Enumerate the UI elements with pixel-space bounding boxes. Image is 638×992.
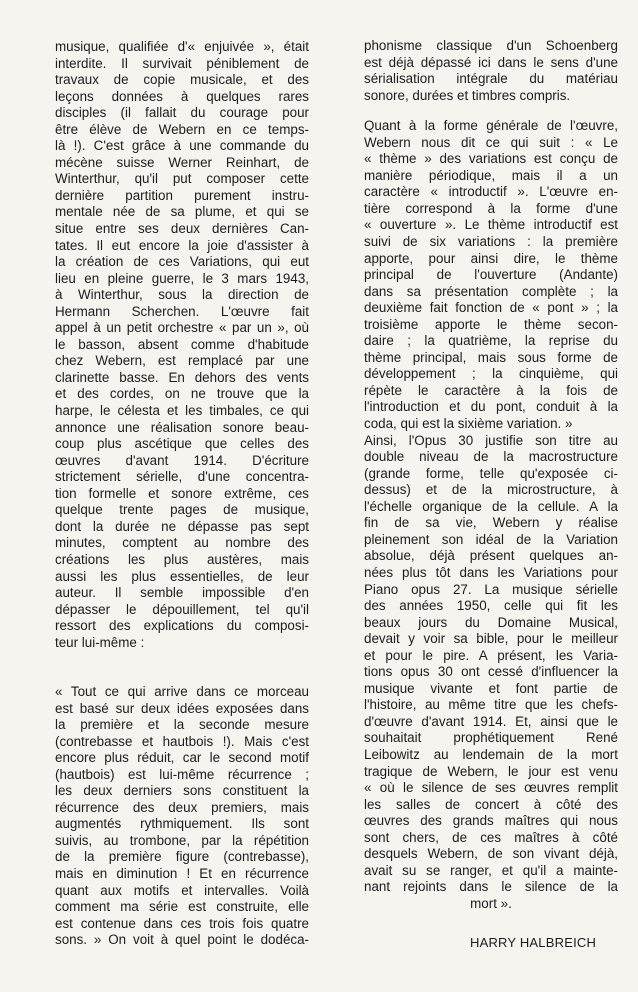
text-line: minutes, comptent au nombre des xyxy=(55,535,309,551)
text-line: tions opus 30 ont cessé d'influencer la xyxy=(364,664,618,680)
text-line: annonce une réalisation sonore beau- xyxy=(55,419,309,435)
text-line: troisième apporte le thème secon- xyxy=(364,316,618,332)
text-line: chez Webern, est remplacé par une xyxy=(55,353,309,369)
text-line: là !). C'est grâce à une commande du xyxy=(55,138,309,154)
text-line: comment ma série est construite, elle xyxy=(55,899,309,915)
text-line: tragique de Webern, le jour est venu xyxy=(364,763,618,779)
text-line: avait su se ranger, et qu'il a mainte- xyxy=(364,862,618,878)
text-line: suivis, au trombone, par la répétition xyxy=(55,832,309,848)
text-line: de la première figure (contrebasse), xyxy=(55,849,309,865)
text-line: développement ; la cinquième, qui xyxy=(364,366,618,382)
text-line: pleinement son idéal de la Variation xyxy=(364,531,618,547)
text-line: apporte, pour ainsi dire, le thème xyxy=(364,250,618,266)
text-line: souhaitait prophétiquement René xyxy=(364,730,618,746)
text-line: sont chers, de ces maîtres à côté xyxy=(364,829,618,845)
text-line: musique, qualifiée d'« enjuivée », était xyxy=(55,39,309,54)
text-line: encore plus réduit, car le second motif xyxy=(55,750,309,766)
text-line: est déjà dépassé ici dans le sens d'une xyxy=(364,54,618,70)
text-line: coda, qui est la sixième variation. » xyxy=(364,416,573,432)
text-line: (grande forme, telle qu'exposée ci- xyxy=(364,465,618,481)
text-line: double niveau de la macrostructure xyxy=(364,449,618,465)
text-line: mécène suisse Werner Reinhart, de xyxy=(55,154,309,170)
text-line: dépasser le dépouillement, tel qu'il xyxy=(55,601,309,617)
text-line: principal de l'ouverture (Andante) xyxy=(364,267,618,283)
text-line: sérialisation intégrale du matériau xyxy=(364,71,618,87)
text-line: leçons données à quelques rares xyxy=(55,88,309,104)
text-line: harpe, le célesta et les timbales, ce qui xyxy=(55,403,309,419)
text-line: des années 1950, celle qui fit les xyxy=(364,598,618,614)
text-line: Webern nous dit ce qui suit : « Le xyxy=(364,134,618,150)
text-line: la création de ces Variations, qui eut xyxy=(55,254,309,270)
text-line: caractère « introductif ». L'œuvre en- xyxy=(364,184,618,200)
text-line: situe entre ses deux dernières Can- xyxy=(55,221,309,237)
text-line: Leibowitz au lendemain de la mort xyxy=(364,746,618,762)
text-line: mais en diminution ! Et en récurrence xyxy=(55,866,309,882)
text-line: tates. Il eut encore la joie d'assister à xyxy=(55,237,309,253)
text-line: la première et la seconde mesure xyxy=(55,717,309,733)
text-line: est basé sur deux idées exposées dans xyxy=(55,700,309,716)
text-line: sonore, durées et timbres compris. xyxy=(364,87,571,103)
paragraph-gap xyxy=(364,104,618,118)
text-line: suivi de six variations : la première xyxy=(364,234,618,250)
text-line: Ainsi, l'Opus 30 justifie son titre au xyxy=(364,432,618,448)
text-line: récurrence des deux premiers, mais xyxy=(55,799,309,815)
text-line: l'échelle organique de la cellule. A la xyxy=(364,498,618,514)
text-line: travaux de copie musicale, et des xyxy=(55,72,309,88)
text-line: clarinette basse. En dehors des vents xyxy=(55,369,309,385)
text-line: desquels Webern, de son vivant déjà, xyxy=(364,846,618,862)
text-line: à Winterthur, sous la direction de xyxy=(55,287,309,303)
left-column-text xyxy=(55,39,309,651)
text-line: dessus) et de la microstructure, à xyxy=(364,482,618,498)
text-line: (hautbois) est lui-même récurrence ; xyxy=(55,766,309,782)
text-line: Hermann Scherchen. L'œuvre fait xyxy=(55,303,309,319)
text-line: tière correspond à la forme d'une xyxy=(364,200,618,216)
text-line: le basson, absent comme d'habitude xyxy=(55,336,309,352)
text-line: manière périodique, mais il a un xyxy=(364,167,618,183)
text-line: nant rejoints dans le silence de la xyxy=(364,879,618,895)
text-line: phonisme classique d'un Schoenberg xyxy=(364,38,618,53)
text-line: quant aux motifs et intervalles. Voilà xyxy=(55,882,309,898)
text-line: et pour le pire. A présent, les Varia- xyxy=(364,647,618,663)
text-line: aussi les plus essentielles, de leur xyxy=(55,568,309,584)
text-line: l'introduction et du pont, conduit à la xyxy=(364,399,618,415)
text-line: devait y voir sa bible, pour le meilleur xyxy=(364,631,618,647)
text-line: mentale née de sa plume, et qui se xyxy=(55,204,309,220)
text-line: absolue, déjà présent quelques an- xyxy=(364,548,618,564)
text-line: les salles de concert à côté des xyxy=(364,796,618,812)
text-line: Quant à la forme générale de l'œuvre, xyxy=(364,118,618,134)
text-line: œuvres des grands maîtres qui nous xyxy=(364,813,618,829)
text-line: deuxième fait fonction de « pont » ; la xyxy=(364,300,618,316)
text-line: répète le caractère à la fois de xyxy=(364,382,618,398)
text-line: teur lui-même : xyxy=(55,634,145,650)
text-line: dans sa présentation complète ; la xyxy=(364,283,618,299)
text-line: « ouverture ». Le thème introductif est xyxy=(364,217,618,233)
text-line: thème principal, mais sous forme de xyxy=(364,349,618,365)
text-line: ressort des explications du composi- xyxy=(55,618,309,634)
text-line: d'œuvre d'avant 1914. Et, ainsi que le xyxy=(364,713,618,729)
text-line: auteur. Il semble impossible d'en xyxy=(55,585,309,601)
text-line: daire ; la quatrième, la reprise du xyxy=(364,333,618,349)
text-line: « où le silence de ses œuvres remplit xyxy=(364,780,618,796)
text-line: strictement sérielle, d'une concentra- xyxy=(55,469,309,485)
text-line: œuvres d'avant 1914. D'écriture xyxy=(55,452,309,468)
text-line: Piano opus 27. La musique sérielle xyxy=(364,581,618,597)
text-line: lieu en pleine guerre, le 3 mars 1943, xyxy=(55,270,309,286)
text-line: tion formelle et sonore extrême, ces xyxy=(55,485,309,501)
text-line: augmentés rythmiquement. Ils sont xyxy=(55,816,309,832)
author-signature: HARRY HALBREICH xyxy=(470,935,597,950)
text-line: beaux jours du Domaine Musical, xyxy=(364,614,618,630)
text-line: musique vivante et font partie de xyxy=(364,680,618,696)
text-line: et des cordes, on ne trouve que la xyxy=(55,386,309,402)
text-line: sons. » On voit à quel point le dodéca- xyxy=(55,932,309,948)
text-line: coup plus ascétique que celles des xyxy=(55,436,309,452)
text-line: interdite. Il survivait péniblement de xyxy=(55,55,309,71)
text-line: mort ». xyxy=(470,895,512,911)
text-line: est contenue dans ces trois fois quatre xyxy=(55,915,309,931)
left-column-quote xyxy=(55,684,309,949)
text-line: « thème » des variations est conçu de xyxy=(364,151,618,167)
text-line: dernière partition purement instru- xyxy=(55,187,309,203)
text-line: appel à un petit orchestre « par un », où xyxy=(55,320,309,336)
right-column-text xyxy=(364,38,618,912)
text-line: (contrebasse et hautbois !). Mais c'est xyxy=(55,733,309,749)
text-line: être élève de Webern en ce temps- xyxy=(55,121,309,137)
text-line: quelque trente pages de musique, xyxy=(55,502,309,518)
text-line: fin de sa vie, Webern y réalise xyxy=(364,515,618,531)
text-line: dont la durée ne dépasse pas sept xyxy=(55,518,309,534)
text-line: disciples (il fallait du courage pour xyxy=(55,105,309,121)
text-line: nées plus tôt dans les Variations pour xyxy=(364,564,618,580)
text-line: l'histoire, au même titre que les chefs- xyxy=(364,697,618,713)
text-line: les deux derniers sons constituent la xyxy=(55,783,309,799)
text-line: « Tout ce qui arrive dans ce morceau xyxy=(55,684,309,699)
text-line: Winterthur, qu'il put composer cette xyxy=(55,171,309,187)
text-line: créations les plus austères, mais xyxy=(55,551,309,567)
